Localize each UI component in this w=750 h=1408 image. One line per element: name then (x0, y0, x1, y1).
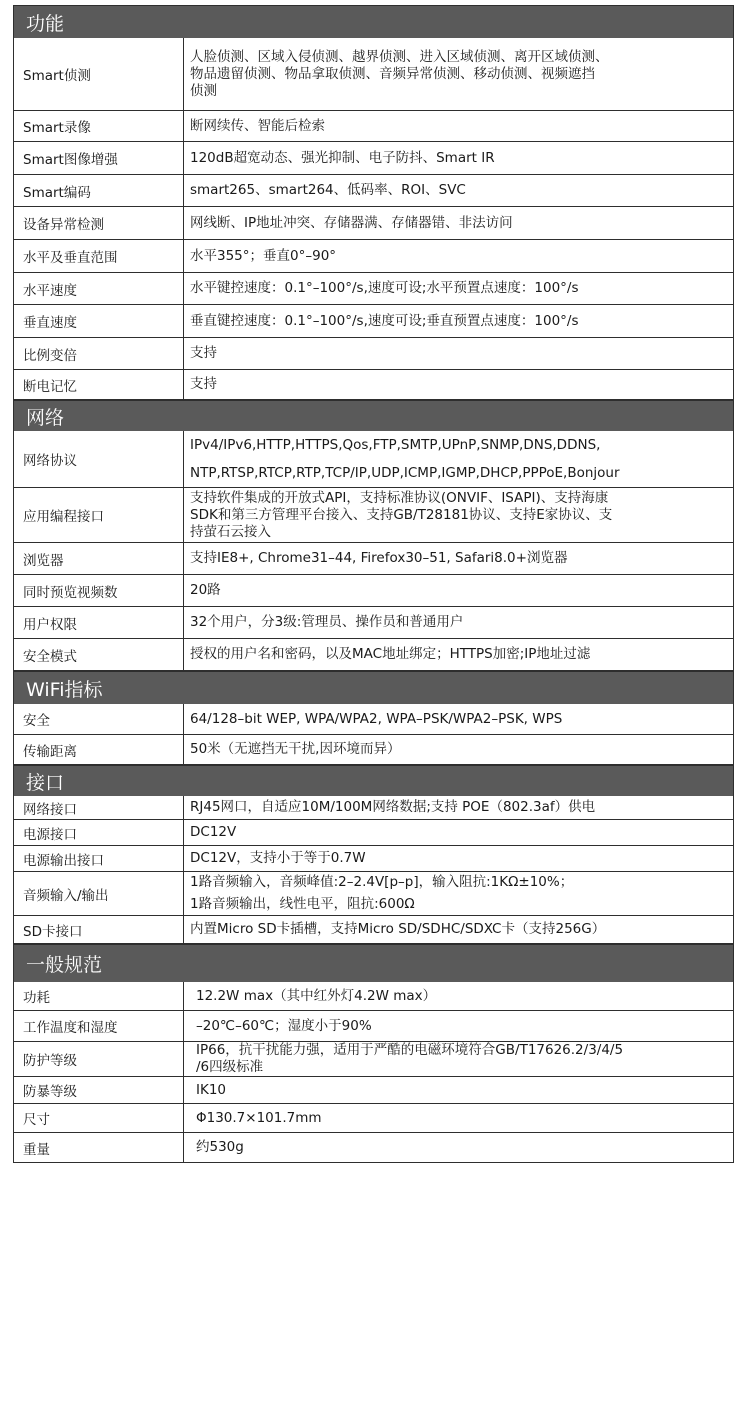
spec-row (13, 846, 734, 872)
spec-value-line: 内置Micro SD卡插槽，支持Micro SD/SDHC/SDXC卡（支持256G） (190, 921, 606, 937)
spec-label: 同时预览视频数 (14, 575, 184, 606)
spec-value-line: 垂直键控速度：0.1°–100°/s,速度可设;垂直预置点速度：100°/s (190, 312, 579, 329)
spec-value (184, 38, 733, 110)
spec-label: Smart编码 (14, 175, 184, 206)
spec-value (184, 1104, 733, 1132)
spec-value (184, 1133, 733, 1162)
spec-value-line: 授权的用户名和密码，以及MAC地址绑定；HTTPS加密;IP地址过滤 (190, 646, 591, 662)
spec-label: 浏览器 (14, 543, 184, 574)
spec-row (13, 1104, 734, 1133)
spec-value-line: /6四级标准 (196, 1059, 264, 1075)
spec-row (13, 607, 734, 639)
spec-value-line: 约530g (196, 1139, 244, 1155)
spec-value-line: 32个用户，分3级:管理员、操作员和普通用户 (190, 614, 464, 630)
spec-value-line: 支持软件集成的开放式API，支持标准协议(ONVIF、ISAPI)、支持海康 (190, 489, 609, 506)
spec-value (184, 607, 733, 638)
spec-value (184, 639, 733, 670)
spec-row (13, 142, 734, 175)
spec-value (184, 1042, 733, 1076)
spec-value (184, 916, 733, 943)
spec-value-line: 持萤石云接入 (190, 523, 271, 540)
spec-row (13, 575, 734, 607)
spec-value-line: 网线断、IP地址冲突、存储器满、存储器错、非法访问 (190, 214, 513, 231)
spec-row (13, 704, 734, 735)
spec-row (13, 111, 734, 142)
spec-label: 防护等级 (14, 1042, 184, 1076)
section-header: WiFi指标 (13, 671, 734, 704)
spec-row (13, 916, 734, 944)
spec-row (13, 273, 734, 305)
spec-value (184, 273, 733, 304)
spec-value-line: 支持 (190, 376, 217, 392)
spec-value (184, 1077, 733, 1103)
spec-label: 用户权限 (14, 607, 184, 638)
spec-label: SD卡接口 (14, 916, 184, 943)
spec-value-line: Φ130.7×101.7mm (196, 1109, 322, 1126)
spec-row (13, 488, 734, 543)
spec-value-line: 支持 (190, 345, 217, 361)
spec-label: 音频输入/输出 (14, 872, 184, 915)
spec-value-line: IK10 (196, 1081, 227, 1098)
spec-row (13, 305, 734, 338)
spec-row (13, 820, 734, 846)
spec-value-line: smart265、smart264、低码率、ROI、SVC (190, 182, 466, 198)
spec-row (13, 1133, 734, 1163)
spec-value-line: 人脸侦测、区域入侵侦测、越界侦测、进入区域侦测、离开区域侦测、 (190, 48, 609, 65)
spec-row (13, 982, 734, 1011)
spec-value (184, 543, 733, 574)
section-header: 接口 (13, 765, 734, 796)
spec-value (184, 735, 733, 764)
spec-label: 网络协议 (14, 431, 184, 487)
spec-value-line: 50米（无遮挡无干扰,因环境而异） (190, 741, 401, 757)
spec-row (13, 370, 734, 400)
spec-value (184, 488, 733, 542)
spec-value-line: DC12V，支持小于等于0.7W (190, 850, 366, 866)
spec-value-line: 12.2W max（其中红外灯4.2W max） (196, 987, 437, 1004)
spec-value-line: 1路音频输入，音频峰值:2–2.4V[p–p]，输入阻抗:1KΩ±10%； (190, 874, 574, 891)
spec-value-line: SDK和第三方管理平台接入、支持GB/T28181协议、支持E家协议、支 (190, 506, 613, 523)
spec-value (184, 338, 733, 369)
spec-label: Smart录像 (14, 111, 184, 141)
spec-value-line: DC12V (190, 824, 237, 840)
spec-label: 水平及垂直范围 (14, 240, 184, 272)
spec-row (13, 735, 734, 765)
spec-row (13, 1011, 734, 1042)
spec-value (184, 175, 733, 206)
spec-value-line: 水平355°；垂直0°–90° (190, 247, 337, 264)
spec-value (184, 872, 733, 915)
section-header: 网络 (13, 400, 734, 431)
spec-value-line: 侦测 (190, 82, 217, 99)
spec-value (184, 431, 733, 487)
spec-label: 断电记忆 (14, 370, 184, 399)
spec-value-line: 64/128–bit WEP, WPA/WPA2, WPA–PSK/WPA2–PSK, WPS (190, 710, 563, 727)
spec-value-line: 支持IE8+, Chrome31–44, Firefox30–51, Safari8.0+浏览器 (190, 550, 568, 566)
spec-label: Smart侦测 (14, 38, 184, 110)
spec-label: 防暴等级 (14, 1077, 184, 1103)
spec-label: 水平速度 (14, 273, 184, 304)
spec-row (13, 207, 734, 240)
spec-value (184, 820, 733, 845)
spec-value-line: NTP,RTSP,RTCP,RTP,TCP/IP,UDP,ICMP,IGMP,DHCP,PPPoE,Bonjour (190, 464, 620, 481)
spec-row (13, 431, 734, 488)
spec-row (13, 338, 734, 370)
spec-value-line: IP66，抗干扰能力强，适用于严酷的电磁环境符合GB/T17626.2/3/4/5 (196, 1042, 624, 1058)
spec-label: 安全 (14, 704, 184, 734)
spec-label: 电源接口 (14, 820, 184, 845)
spec-label: 尺寸 (14, 1104, 184, 1132)
spec-value (184, 982, 733, 1010)
section-header: 功能 (13, 5, 734, 38)
spec-row (13, 872, 734, 916)
spec-value (184, 370, 733, 399)
spec-label: 重量 (14, 1133, 184, 1162)
spec-value (184, 575, 733, 606)
spec-label: 安全模式 (14, 639, 184, 670)
spec-value-line: 断网续传、智能后检索 (190, 117, 325, 134)
spec-label: 应用编程接口 (14, 488, 184, 542)
spec-value-line: RJ45网口，自适应10M/100M网络数据;支持 POE（802.3af）供电 (190, 799, 596, 815)
spec-row (13, 1042, 734, 1077)
spec-value-line: 20路 (190, 582, 221, 598)
spec-sheet (13, 5, 734, 1163)
section-header: 一般规范 (13, 944, 734, 982)
spec-value (184, 1011, 733, 1041)
spec-row (13, 240, 734, 273)
spec-value (184, 142, 733, 174)
spec-value (184, 305, 733, 337)
spec-label: 网络接口 (14, 796, 184, 819)
spec-row (13, 38, 734, 111)
spec-value (184, 240, 733, 272)
spec-row (13, 639, 734, 671)
spec-value-line: 物品遗留侦测、物品拿取侦测、音频异常侦测、移动侦测、视频遮挡 (190, 65, 595, 82)
spec-row (13, 543, 734, 575)
spec-value (184, 796, 733, 819)
spec-row (13, 1077, 734, 1104)
spec-value-line: 120dB超宽动态、强光抑制、电子防抖、Smart IR (190, 149, 495, 166)
spec-value (184, 111, 733, 141)
spec-label: 设备异常检测 (14, 207, 184, 239)
spec-value (184, 704, 733, 734)
spec-value (184, 846, 733, 871)
spec-label: 传输距离 (14, 735, 184, 764)
spec-label: 比例变倍 (14, 338, 184, 369)
spec-label: 垂直速度 (14, 305, 184, 337)
spec-value-line: 1路音频输出，线性电平，阻抗:600Ω (190, 895, 415, 912)
spec-label: 工作温度和湿度 (14, 1011, 184, 1041)
spec-label: Smart图像增强 (14, 142, 184, 174)
spec-label: 功耗 (14, 982, 184, 1010)
spec-value-line: IPv4/IPv6,HTTP,HTTPS,Qos,FTP,SMTP,UPnP,SNMP,DNS,DDNS, (190, 436, 601, 453)
spec-value-line: –20℃–60℃；湿度小于90% (196, 1017, 372, 1034)
spec-row (13, 175, 734, 207)
spec-value (184, 207, 733, 239)
spec-row (13, 796, 734, 820)
spec-label: 电源输出接口 (14, 846, 184, 871)
spec-value-line: 水平键控速度：0.1°–100°/s,速度可设;水平预置点速度：100°/s (190, 280, 579, 296)
